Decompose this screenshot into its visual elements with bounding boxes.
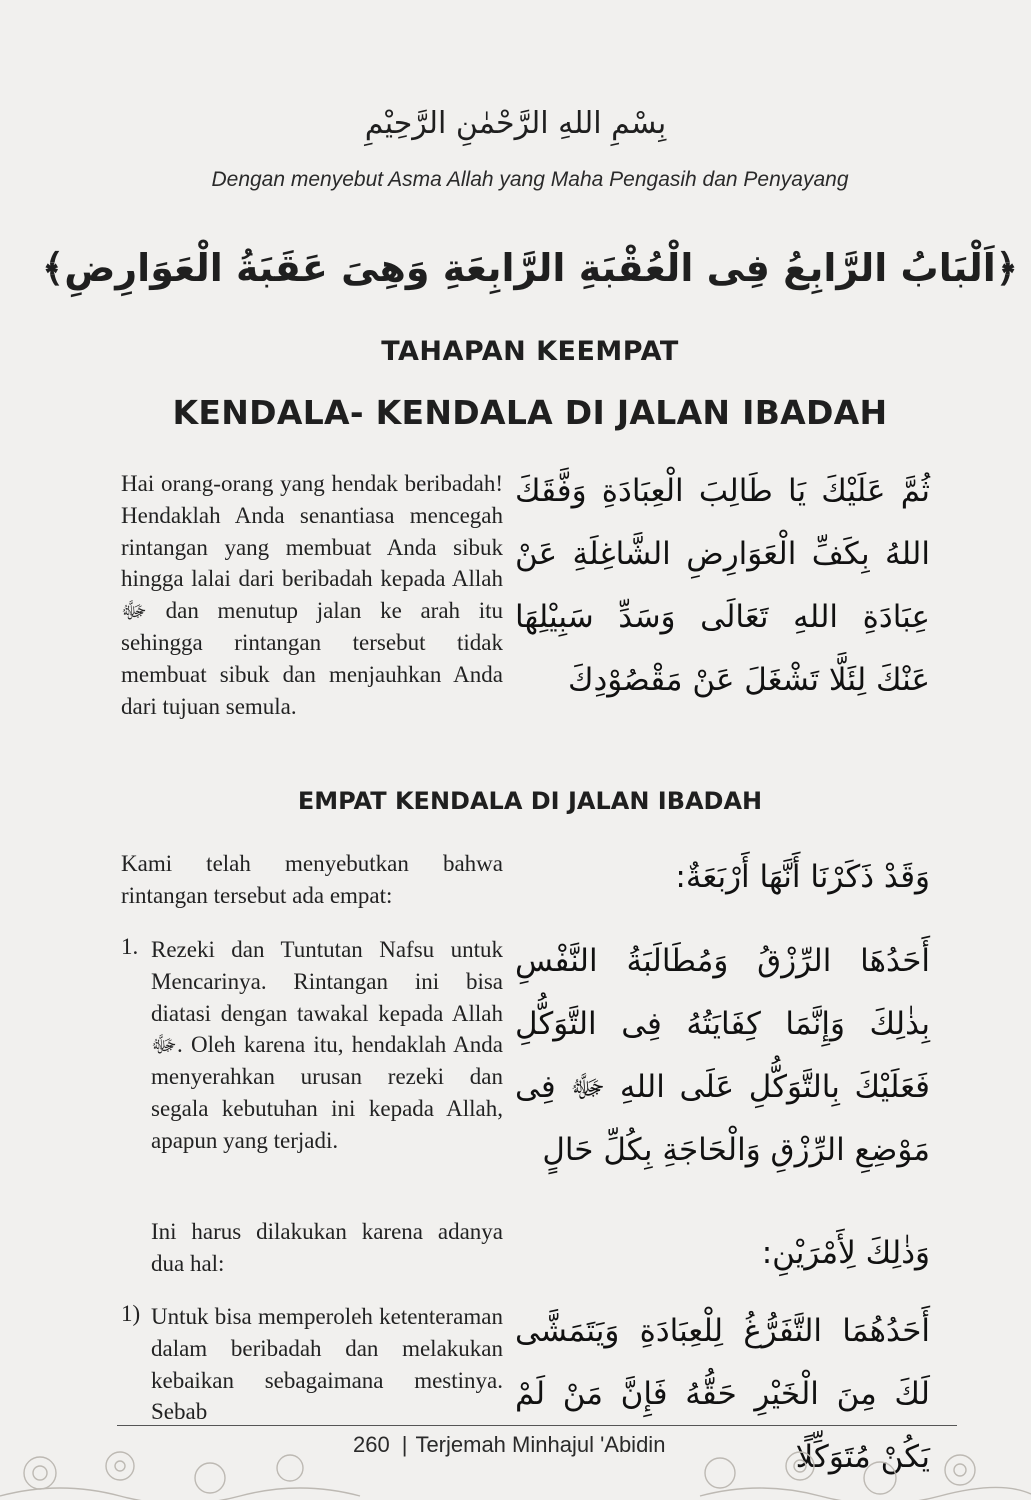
sub-list-item-arabic: أَحَدُهُمَا التَّفَرُّغُ لِلْعِبَادَةِ وَيَتَمَشَّى لَكَ مِنَ الْخَيْرِ حَقُّهُ فَإِنَّ مَنْ لَمْ يَكُنْ مُتَوَكِّلًا: [515, 1313, 930, 1475]
list-item-text: Rezeki dan Tuntutan Nafsu untuk Mencarinya. Rintangan ini bisa diatasi dengan tawakal kepada Allah ﷻ. Oleh karena itu, hendaklah Anda menyerahkan urusan rezeki dan segala kebutuhan ini kepada Allah, apapun yang terjadi.: [151, 937, 503, 1153]
section-intro-arabic: وَقَدْ ذَكَرْنَا أَنَّهَا أَرْبَعَةٌ:: [675, 859, 930, 895]
chapter-title-arabic: ﴿اَلْبَابُ الرَّابِعُ فِى الْعُقْبَةِ الرَّابِعَةِ وَهِىَ عَقَبَةُ الْعَوَارِضِ﴾: [41, 246, 1019, 290]
intro-arabic: ثُمَّ عَلَيْكَ يَا طَالِبَ الْعِبَادَةِ وَفَّقَكَ اللهُ بِكَفِّ الْعَوَارِضِ الشَّاغِلَةِ عَنْ عِبَادَةِ اللهِ تَعَالَى وَسَدِّ سَبِيْلِهَا عَنْكَ لِئَلَّا تَشْغَلَ عَنْ مَقْصُوْدِكَ: [515, 473, 930, 698]
sub-list-number: 1): [121, 1301, 141, 1326]
book-title: Terjemah Minhajul 'Abidin: [415, 1432, 666, 1457]
intro-paragraph: Hai orang-orang yang hendak beribadah! Hendaklah Anda senantiasa mencegah rintangan yang membuat Anda sibuk hingga lalai dari beribadah kepada Allah ﷻ dan menutup jalan ke arah itu sehingga rintangan tersebut tidak membuat sibuk dan menjauhkan Anda dari tujuan semula.: [121, 471, 503, 719]
reason-arabic: وَذٰلِكَ لِأَمْرَيْنِ:: [761, 1235, 930, 1271]
sub-list-item-text: Untuk bisa memperoleh ketenteraman dalam beribadah dan melakukan kebaikan sebagaimana mestinya. Sebab: [151, 1304, 503, 1425]
page-footer: [353, 1432, 665, 1458]
footer-divider: [117, 1425, 957, 1426]
chapter-subtitle: KENDALA- KENDALA DI JALAN IBADAH: [172, 393, 888, 432]
reason-paragraph: Ini harus dilakukan karena adanya dua hal:: [151, 1219, 503, 1276]
chapter-title: TAHAPAN KEEMPAT: [381, 336, 679, 367]
footer-separator: |: [401, 1432, 408, 1457]
section-title: EMPAT KENDALA DI JALAN IBADAH: [297, 787, 763, 815]
section-intro-paragraph: Kami telah menyebutkan bahwa rintangan tersebut ada empat:: [121, 851, 503, 908]
list-number: 1.: [121, 934, 139, 959]
list-item-arabic: أَحَدُهَا الرِّزْقُ وَمُطَالَبَةُ النَّفْسِ بِذٰلِكَ وَإِنَّمَا كِفَايَتُهُ فِى التَّوَكُّلِ فَعَلَيْكَ بِالتَّوَكُّلِ عَلَى اللهِ ﷻ فِى مَوْضِعِ الرِّزْقِ وَالْحَاجَةِ بِكُلِّ حَالٍ: [515, 943, 930, 1168]
basmala-translation: Dengan menyebut Asma Allah yang Maha Pengasih dan Penyayang: [211, 168, 849, 191]
page-number: 260: [353, 1432, 390, 1457]
basmala-arabic: بِسْمِ اللهِ الرَّحْمٰنِ الرَّحِيْمِ: [364, 106, 667, 141]
